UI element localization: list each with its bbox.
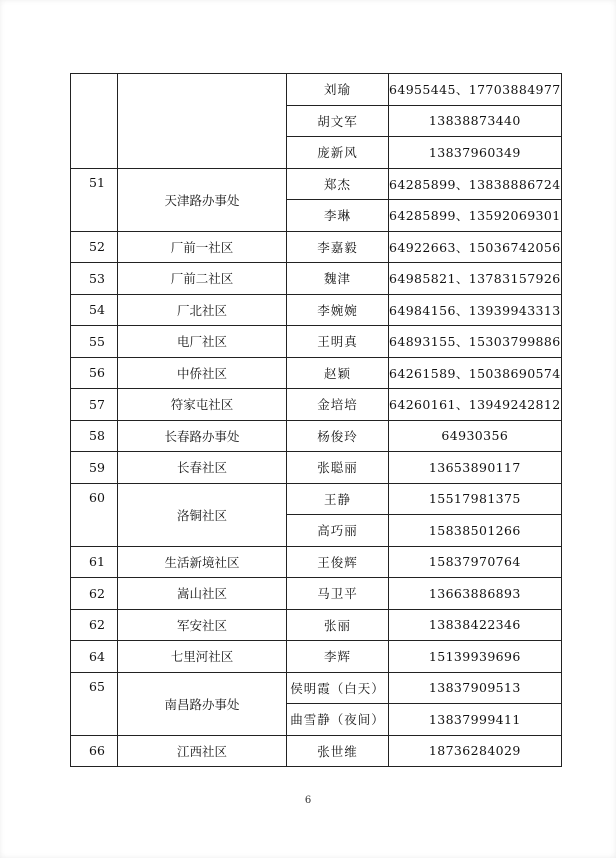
unit-name: 中侨社区 — [118, 357, 287, 389]
row-number: 58 — [71, 420, 118, 452]
contact-phone: 64893155、15303799886 — [389, 326, 562, 358]
table-row — [71, 263, 562, 295]
contact-name: 王静 — [287, 483, 389, 515]
unit-name: 生活新境社区 — [118, 546, 287, 578]
contact-phone: 64922663、15036742056 — [389, 231, 562, 263]
contact-name: 侯明霞（白天） — [287, 672, 389, 704]
row-number: 62 — [71, 609, 118, 641]
table-row — [71, 483, 562, 515]
contact-phone: 64285899、13592069301 — [389, 200, 562, 232]
contact-phone: 13653890117 — [389, 452, 562, 484]
contact-name: 赵颖 — [287, 357, 389, 389]
unit-name — [118, 74, 287, 169]
contact-phone: 13838422346 — [389, 609, 562, 641]
contact-name: 魏津 — [287, 263, 389, 295]
contact-phone: 64261589、15038690574 — [389, 357, 562, 389]
contact-phone: 64260161、13949242812 — [389, 389, 562, 421]
row-number: 55 — [71, 326, 118, 358]
row-number: 62 — [71, 578, 118, 610]
contact-name: 张世维 — [287, 735, 389, 767]
table-row — [71, 609, 562, 641]
row-number: 54 — [71, 294, 118, 326]
contact-name: 杨俊玲 — [287, 420, 389, 452]
unit-name: 厂北社区 — [118, 294, 287, 326]
contact-name: 庞新风 — [287, 137, 389, 169]
table-row — [71, 735, 562, 767]
unit-name: 嵩山社区 — [118, 578, 287, 610]
unit-name: 江西社区 — [118, 735, 287, 767]
row-number: 66 — [71, 735, 118, 767]
table-row — [71, 452, 562, 484]
unit-name: 军安社区 — [118, 609, 287, 641]
unit-name: 洛铜社区 — [118, 483, 287, 546]
contact-phone: 64285899、13838886724 — [389, 168, 562, 200]
contact-name: 李辉 — [287, 641, 389, 673]
table-row — [71, 641, 562, 673]
contact-name: 李婉婉 — [287, 294, 389, 326]
unit-name: 厂前一社区 — [118, 231, 287, 263]
contact-phone: 15517981375 — [389, 483, 562, 515]
row-number: 52 — [71, 231, 118, 263]
unit-name: 天津路办事处 — [118, 168, 287, 231]
contact-name: 马卫平 — [287, 578, 389, 610]
contact-name: 王明真 — [287, 326, 389, 358]
row-number: 61 — [71, 546, 118, 578]
row-number: 64 — [71, 641, 118, 673]
table-row — [71, 578, 562, 610]
contact-phone: 13663886893 — [389, 578, 562, 610]
contact-name: 郑杰 — [287, 168, 389, 200]
table-row — [71, 357, 562, 389]
row-number — [71, 74, 118, 169]
contact-name: 刘瑜 — [287, 74, 389, 106]
unit-name: 厂前二社区 — [118, 263, 287, 295]
page-number: 6 — [304, 795, 312, 806]
contact-name: 李嘉毅 — [287, 231, 389, 263]
contact-name: 高巧丽 — [287, 515, 389, 547]
contact-phone: 13838873440 — [389, 105, 562, 137]
table-row — [71, 294, 562, 326]
unit-name: 长春社区 — [118, 452, 287, 484]
table-row — [71, 168, 562, 200]
contact-name: 胡文军 — [287, 105, 389, 137]
contact-name: 曲雪静（夜间） — [287, 704, 389, 736]
unit-name: 七里河社区 — [118, 641, 287, 673]
table-row — [71, 546, 562, 578]
contact-name: 张聪丽 — [287, 452, 389, 484]
contact-table — [70, 73, 562, 767]
table-row — [71, 326, 562, 358]
table-row — [71, 231, 562, 263]
unit-name: 符家屯社区 — [118, 389, 287, 421]
contact-phone: 15838501266 — [389, 515, 562, 547]
contact-phone: 64955445、17703884977 — [389, 74, 562, 106]
contact-phone: 13837999411 — [389, 704, 562, 736]
unit-name: 电厂社区 — [118, 326, 287, 358]
table-row — [71, 74, 562, 106]
unit-name: 南昌路办事处 — [118, 672, 287, 735]
table-row — [71, 420, 562, 452]
row-number: 53 — [71, 263, 118, 295]
contact-phone: 13837909513 — [389, 672, 562, 704]
contact-phone: 64930356 — [389, 420, 562, 452]
table-row — [71, 389, 562, 421]
row-number: 65 — [71, 672, 118, 735]
row-number: 57 — [71, 389, 118, 421]
contact-phone: 64984156、13939943313 — [389, 294, 562, 326]
unit-name: 长春路办事处 — [118, 420, 287, 452]
contact-name: 李琳 — [287, 200, 389, 232]
contact-name: 金培培 — [287, 389, 389, 421]
row-number: 51 — [71, 168, 118, 231]
table-row — [71, 672, 562, 704]
contact-name: 王俊辉 — [287, 546, 389, 578]
row-number: 60 — [71, 483, 118, 546]
contact-phone: 18736284029 — [389, 735, 562, 767]
contact-phone: 15139939696 — [389, 641, 562, 673]
contact-phone: 15837970764 — [389, 546, 562, 578]
contact-phone: 13837960349 — [389, 137, 562, 169]
contact-name: 张丽 — [287, 609, 389, 641]
contact-phone: 64985821、13783157926 — [389, 263, 562, 295]
row-number: 59 — [71, 452, 118, 484]
row-number: 56 — [71, 357, 118, 389]
